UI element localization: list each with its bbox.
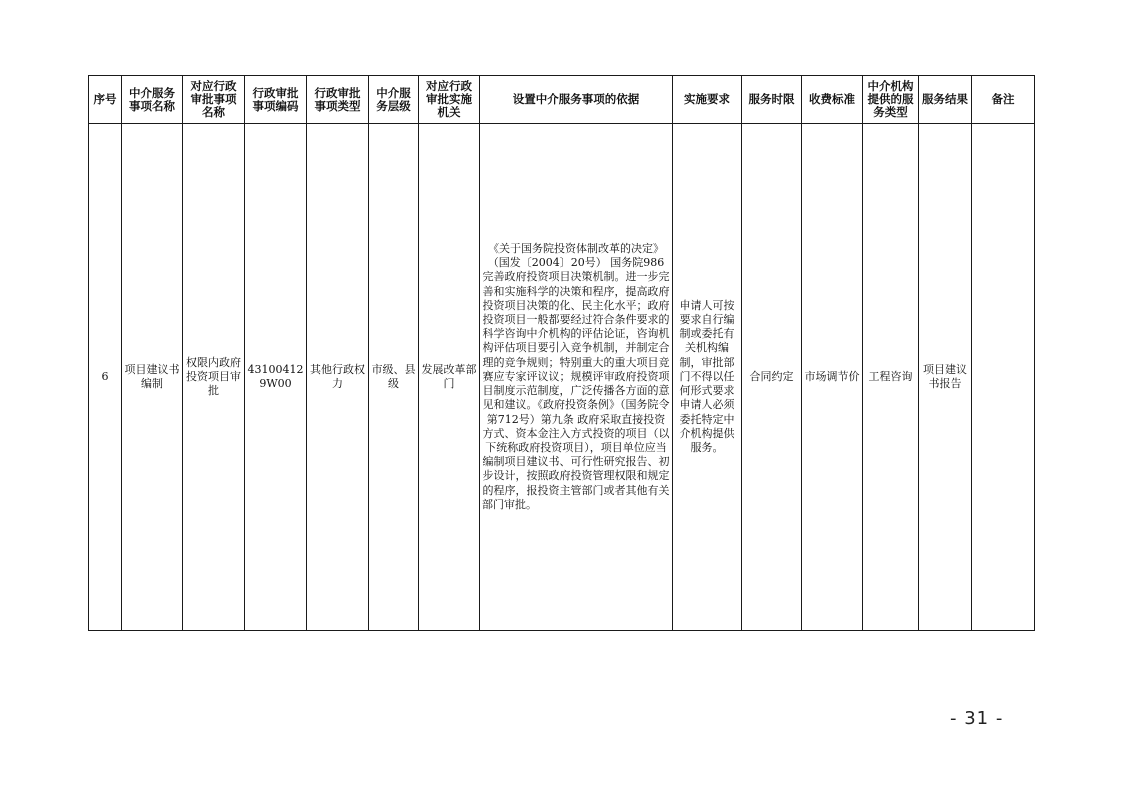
cell-fee-standard: 市场调节价: [802, 124, 863, 631]
cell-time-limit: 合同约定: [742, 124, 802, 631]
cell-approval-type: 其他行政权力: [307, 124, 369, 631]
header-agency: 对应行政审批实施机关: [419, 76, 480, 124]
intermediary-service-table: [88, 75, 1035, 631]
header-fee-standard: 收费标准: [802, 76, 863, 124]
table-row: [89, 124, 1035, 631]
header-service-name: 中介服务事项名称: [122, 76, 183, 124]
header-seq: 序号: [89, 76, 122, 124]
cell-agency: 发展改革部门: [419, 124, 480, 631]
header-time-limit: 服务时限: [742, 76, 802, 124]
cell-approval-code: 431004129W00: [245, 124, 307, 631]
cell-basis: 《关于国务院投资体制改革的决定》（国发〔2004〕20号） 国务院986 完善政府投资项目决策机制。进一步完善和实施科学的决策和程序，提高政府投资项目决策的化、民主化水平；政府投资项目一般都要经过符合条件要求的科学咨询中介机构的评估论证，咨询机构评估项目要引入竞争机制，并制定合理的竞争规则；特别重大的重大项目竞赛应专家评议议；规模评审政府投资项目制度示范制度，广泛传播各方面的意见和建议。《政府投资条例》（国务院令第712号）第九条 政府采取直接投资方式、资本金注入方式投资的项目（以下统称政府投资项目），项目单位应当编制项目建议书、可行性研究报告、初步设计，按照政府投资管理权限和规定的程序，报投资主管部门或者其他有关部门审批。: [480, 124, 673, 631]
header-approval-code: 行政审批事项编码: [245, 76, 307, 124]
cell-remarks: [972, 124, 1035, 631]
cell-approval-name: 权限内政府投资项目审批: [183, 124, 245, 631]
cell-seq: 6: [89, 124, 122, 631]
cell-requirements: 申请人可按要求自行编制或委托有关机构编制，审批部门不得以任何形式要求申请人必须委托特定中介机构提供服务。: [673, 124, 742, 631]
cell-result: 项目建议书报告: [919, 124, 972, 631]
cell-service-level: 市级、县级: [369, 124, 419, 631]
header-basis: 设置中介服务事项的依据: [480, 76, 673, 124]
header-service-level: 中介服务层级: [369, 76, 419, 124]
header-provider-type: 中介机构提供的服务类型: [863, 76, 919, 124]
cell-provider-type: 工程咨询: [863, 124, 919, 631]
cell-service-name: 项目建议书编制: [122, 124, 183, 631]
table-header-row: [89, 76, 1035, 124]
header-requirements: 实施要求: [673, 76, 742, 124]
page-number: - 31 -: [950, 708, 1004, 729]
header-remarks: 备注: [972, 76, 1035, 124]
header-approval-name: 对应行政审批事项名称: [183, 76, 245, 124]
header-result: 服务结果: [919, 76, 972, 124]
header-approval-type: 行政审批事项类型: [307, 76, 369, 124]
